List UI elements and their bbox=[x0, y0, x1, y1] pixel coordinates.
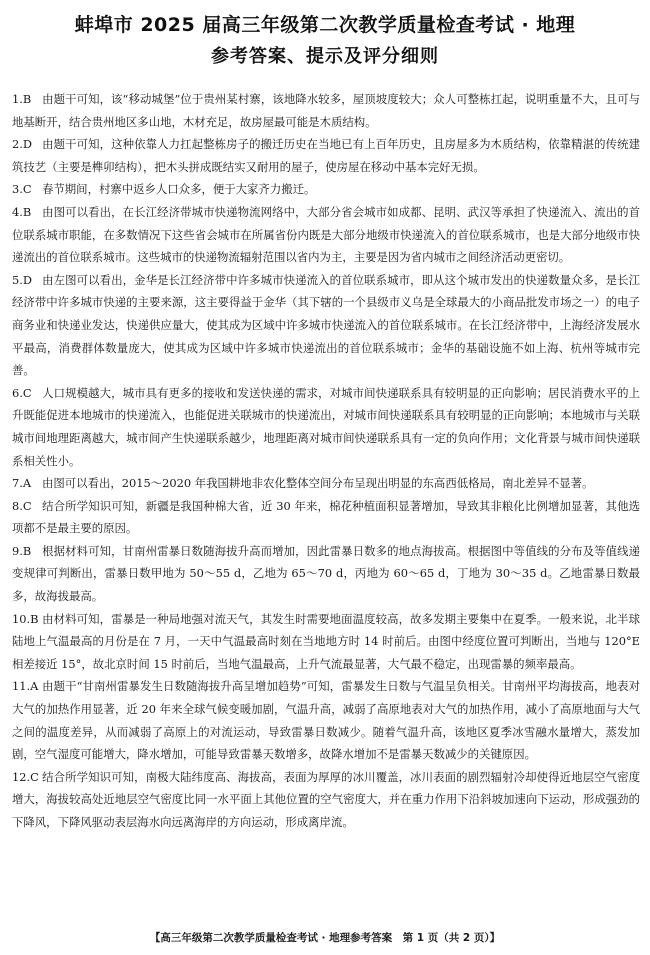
answer-number: 11.A bbox=[12, 679, 39, 694]
answer-item bbox=[12, 201, 640, 269]
answer-item bbox=[12, 540, 640, 608]
answer-number: 7.A bbox=[12, 476, 32, 491]
answer-explanation: 由图可以看出，在长江经济带城市快递物流网络中，大部分省会城市如成都、昆明、武汉等承担了快递流入、流出的首位联系城市职能，在多数情况下这些省会城市在所属省份内既是大部分地级市快递流入的首位联系城市，也是大部分地级市快递流出的首位联系城市。这些城市的快递物流辐射范围以省内为主，主要是因为省内城市之间经济活动更密切。 bbox=[12, 204, 640, 265]
answer-explanation: 人口规模越大，城市具有更多的接收和发送快递的需求，对城市间快递联系具有较明显的正向影响；居民消费水平的上升既能促进本地城市的快递流入，也能促进关联城市的快递流出，对城市间快递联系具有较明显的正向影响；本地城市与关联城市间地理距离越大，城市间产生快递联系越少，地理距离对城市间快递联系具有一定的负向作用；文化背景与城市间快递联系相关性小。 bbox=[12, 385, 640, 468]
page-title: 蚌埠市 2025 届高三年级第二次教学质量检查考试 · 地理 bbox=[74, 14, 576, 36]
answer-item bbox=[12, 472, 640, 495]
answer-explanation: 由左图可以看出，金华是长江经济带中许多城市快递流入的首位联系城市，即从这个城市发出的快递数量众多，是长江经济带中许多城市快递的主要来源，这主要得益于金华（其下辖的一个县级市义乌是全球最大的小商品批发市场之一）的电子商务业和快递业发达，快递供应量大，使其成为区域中许多城市快递流入的首位联系城市。在长江经济带中，上海经济发展水平最高，消费群体数量庞大，使其成为区域中许多城市快递流出的首位联系城市；金华的基础设施不如上海、杭州等城市完善。 bbox=[12, 272, 640, 378]
answer-number: 6.C bbox=[12, 385, 32, 400]
answer-explanation: 结合所学知识可知，新疆是我国种棉大省，近 30 年来，棉花种植面积显著增加，导致其非粮化比例增加显著，其他选项都不是最主要的原因。 bbox=[12, 498, 640, 536]
answer-list bbox=[12, 88, 640, 834]
answer-number: 8.C bbox=[12, 498, 32, 513]
answer-number: 3.C bbox=[12, 182, 32, 197]
page-footer: 【高三年级第二次教学质量检查考试 · 地理参考答案 第 1 页（共 2 页）】 bbox=[149, 932, 501, 944]
answer-explanation: 由题干可知，该“移动城堡”位于贵州某村寨，该地降水较多，屋顶坡度较大；众人可整栋扛起，说明重量不大，且可与地基断开，结合贵州地区多山地，木材充足，故房屋最可能是木质结构。 bbox=[12, 92, 640, 129]
answer-explanation: 由材料可知，雷暴是一种局地强对流天气，其发生时需要地面温度较高，故多发期主要集中在夏季。一般来说，北半球陆地上气温最高的月份是在 7 月，一天中气温最高时刻在当地地方时 14 时前后。由图中经度位置可判断出，当地与 120°E 相差接近 15°，故北京时间 15 时前后，当地气温最高，上升气流最显著，大气最不稳定，出现雷暴的频率最高。 bbox=[12, 611, 640, 671]
answer-explanation: 由图可以看出，2015～2020 年我国耕地非农化整体空间分布呈现出明显的东高西低格局，南北差异不显著。 bbox=[42, 476, 594, 491]
answer-item bbox=[12, 766, 640, 834]
answer-item bbox=[12, 133, 640, 178]
answer-item bbox=[12, 495, 640, 540]
answer-number: 1.B bbox=[12, 92, 32, 106]
page-subtitle: 参考答案、提示及评分细则 bbox=[211, 46, 439, 67]
answer-item bbox=[12, 269, 640, 382]
answer-explanation: 春节期间，村寨中返乡人口众多，便于大家齐力搬迁。 bbox=[42, 182, 316, 197]
answer-explanation: 根据材料可知，甘南州雷暴日数随海拔升高而增加，因此雷暴日数多的地点海拔高。根据图中等值线的分布及等值线递变规律可判断出，雷暴日数甲地为 50～55 d，乙地为 65～70 d，丙地为 60～65 d，丁地为 30～35 d。乙地雷暴日数最多，故海拔最高。 bbox=[12, 543, 640, 604]
answer-item bbox=[12, 608, 640, 676]
answer-item bbox=[12, 88, 640, 133]
answer-item bbox=[12, 178, 640, 201]
answer-number: 5.D bbox=[12, 272, 33, 287]
answer-number: 2.D bbox=[12, 137, 33, 152]
answer-explanation: 结合所学知识可知，南极大陆纬度高、海拔高，表面为厚厚的冰川覆盖，冰川表面的剧烈辐射冷却使得近地层空气密度增大，海拔较高处近地层空气密度比同一水平面上其他位置的空气密度大，并在重力作用下沿斜坡加速向下运动，形成强劲的下降风，下降风驱动表层海水向远离海岸的方向运动，形成离岸流。 bbox=[12, 769, 640, 829]
answer-number: 9.B bbox=[12, 543, 32, 558]
answer-explanation: 由题干可知，这种依靠人力扛起整栋房子的搬迁历史在当地已有上百年历史，且房屋多为木质结构，依靠精湛的传统建筑技艺（主要是榫卯结构），把木头拼成既结实又耐用的屋子，使房屋在移动中基本完好无损。 bbox=[12, 137, 640, 174]
answer-number: 12.C bbox=[12, 769, 39, 784]
answer-explanation: 由题干“甘南州雷暴发生日数随海拔升高呈增加趋势”可知，雷暴发生日数与气温呈负相关。甘南州平均海拔高，地表对大气的加热作用显著，近 20 年来全球气候变暖加剧，气温升高，减弱了高原地表对大气的加热作用，减小了高原地面与大气之间的温度差异，从而减弱了高原上的对流运动，导致雷暴日数减少。随着气温升高，该地区夏季冰雪融水量增大，蒸发加剧，空气湿度可能增大，降水增加，可能导致雷暴天数增多，故降水增加不是雷暴天数减少的关键原因。 bbox=[12, 679, 640, 762]
answer-number: 10.B bbox=[12, 611, 39, 626]
answer-item bbox=[12, 382, 640, 472]
answer-number: 4.B bbox=[12, 204, 32, 219]
answer-item bbox=[12, 675, 640, 765]
